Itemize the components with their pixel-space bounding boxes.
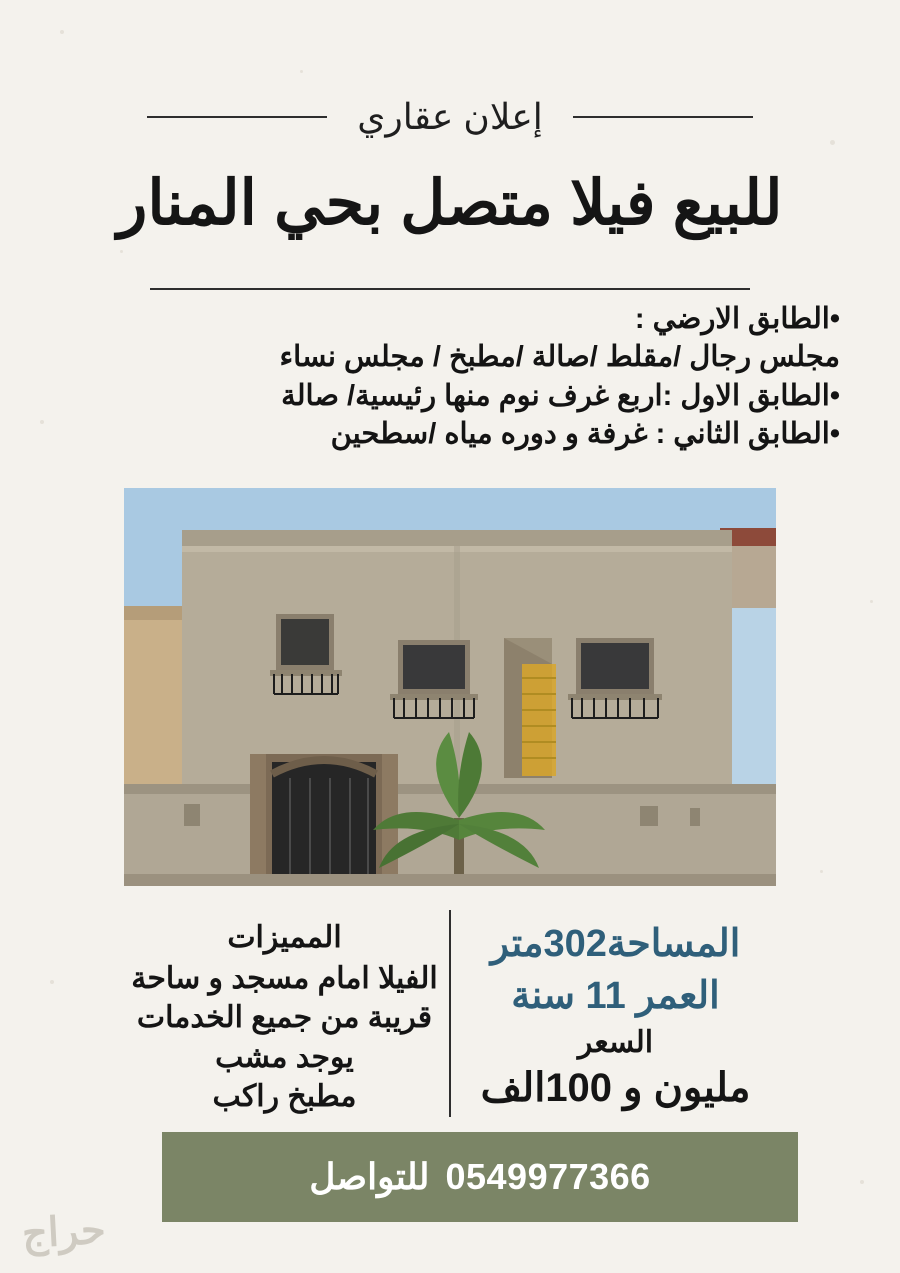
- price-value: مليون و 100الف: [480, 1065, 751, 1110]
- features-title: المميزات: [227, 921, 342, 954]
- page-title: للبيع فيلا متصل بحي المنار: [117, 169, 783, 238]
- price-label: السعر: [577, 1025, 654, 1059]
- feature-item: يوجد مشب: [215, 1040, 354, 1074]
- contact-bar[interactable]: [162, 1132, 798, 1222]
- paper-speckle: [40, 420, 44, 424]
- paper-speckle: [860, 1180, 864, 1184]
- feature-item: قريبة من جميع الخدمات: [136, 1001, 433, 1035]
- contact-label: للتواصل: [309, 1156, 430, 1197]
- eyebrow-text: إعلان عقاري: [357, 96, 543, 137]
- eyebrow-divider-left: [147, 116, 327, 118]
- spec-item: •الطابق الاول :اربع غرف نوم منها رئيسية/ صالة: [281, 379, 840, 412]
- paper-speckle: [120, 250, 123, 253]
- paper-speckle: [60, 30, 64, 34]
- paper-speckle: [820, 870, 823, 873]
- property-photo: [124, 488, 776, 886]
- villa-facade-illustration: [124, 488, 776, 886]
- spec-item: مجلس رجال /مقلط /صالة /مطبخ / مجلس نساء: [279, 341, 840, 374]
- figures-block: [451, 910, 780, 1114]
- eyebrow-row: [0, 96, 900, 138]
- details-row: [120, 910, 780, 1114]
- features-block: [120, 910, 451, 1117]
- age-value: العمر 11 سنة: [511, 975, 720, 1018]
- spec-item: •الطابق الثاني : غرفة و دوره مياه /سطحين: [330, 417, 840, 450]
- eyebrow-divider-right: [573, 116, 753, 118]
- watermark: حراج: [20, 1207, 107, 1257]
- area-value: المساحة302متر: [490, 923, 741, 965]
- paper-speckle: [870, 600, 873, 603]
- paper-speckle: [300, 70, 303, 73]
- feature-item: مطبخ راكب: [212, 1080, 357, 1114]
- specs-list: [60, 300, 840, 453]
- paper-speckle: [830, 140, 835, 145]
- spec-item: •الطابق الارضي :: [634, 303, 840, 335]
- paper-speckle: [50, 980, 54, 984]
- headline-divider: [150, 288, 750, 290]
- contact-phone: 0549977366: [445, 1156, 651, 1197]
- feature-item: الفيلا امام مسجد و ساحة: [131, 961, 438, 995]
